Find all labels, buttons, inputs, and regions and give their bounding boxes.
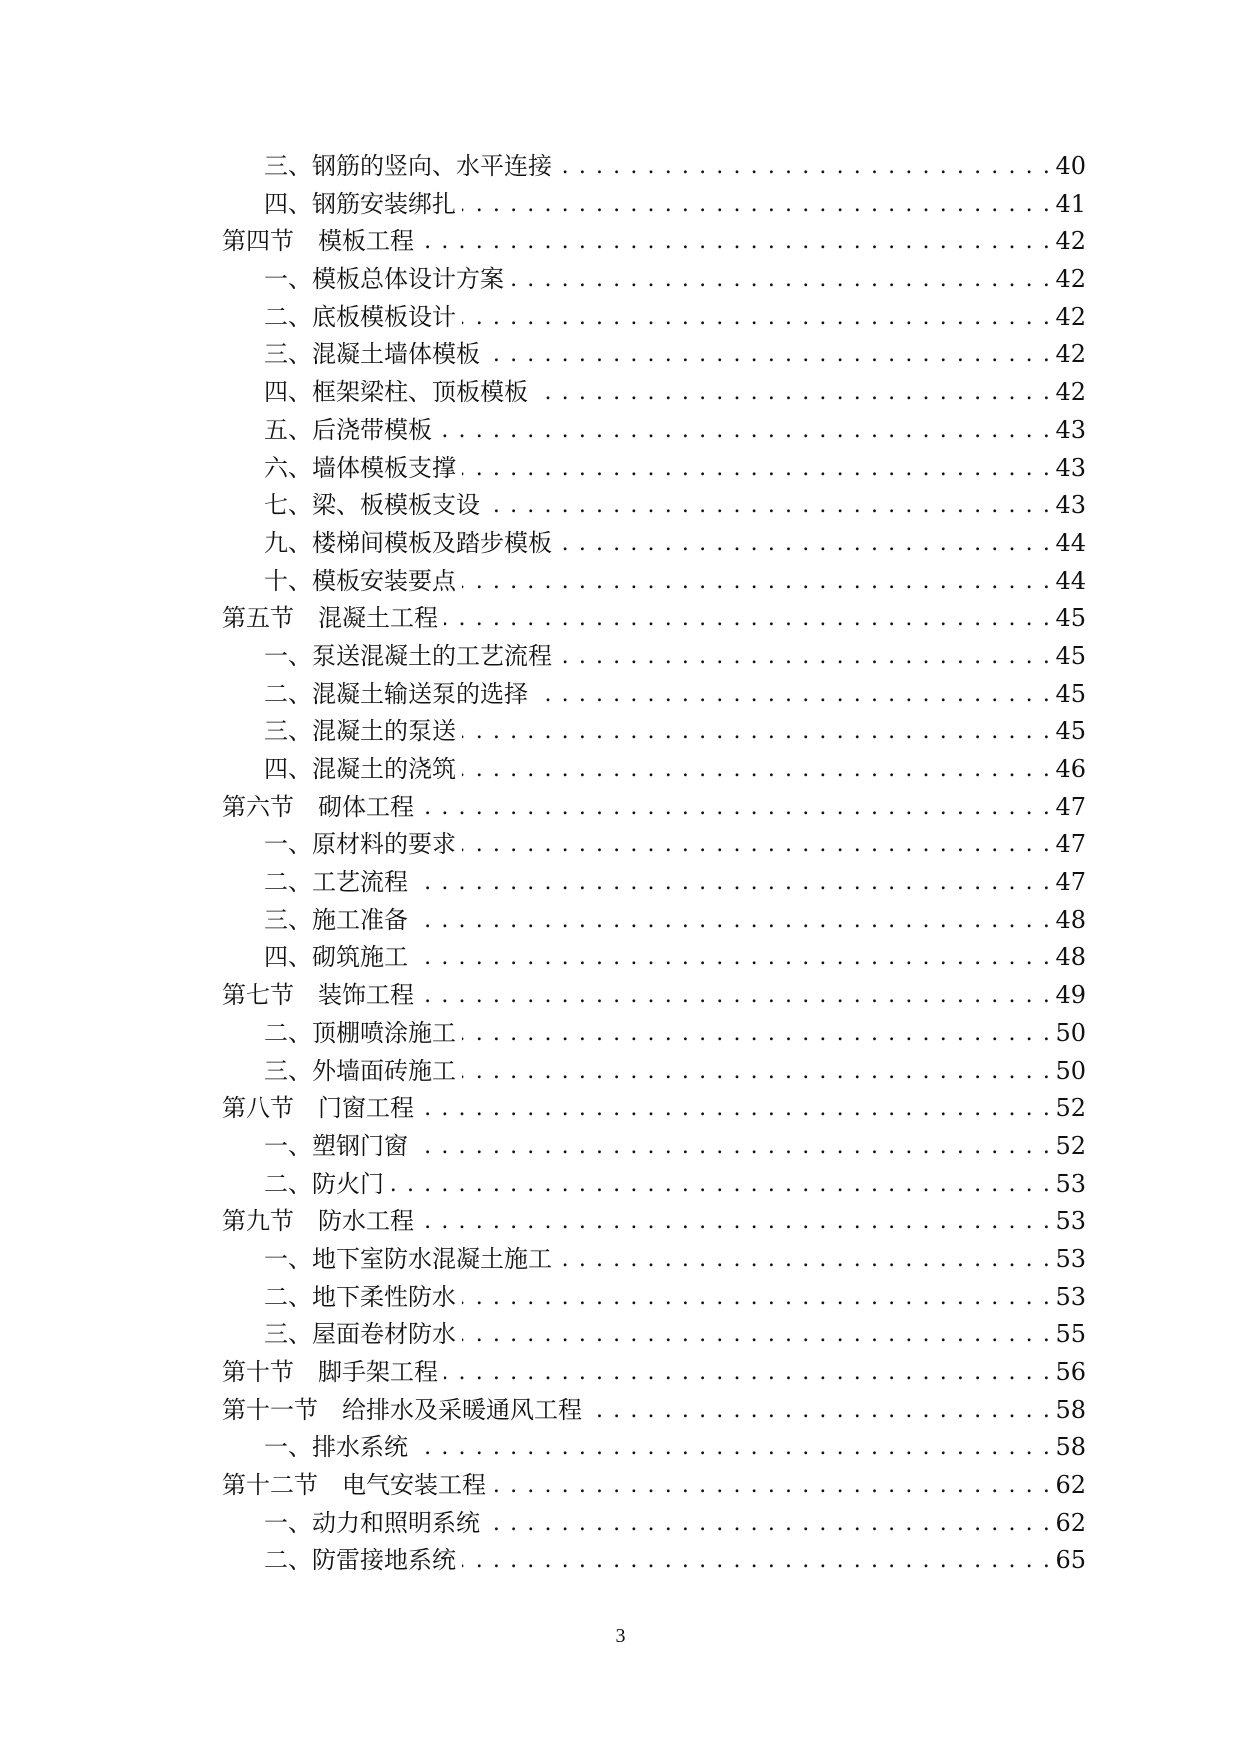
- toc-dot-leader: [558, 148, 1051, 186]
- toc-dot-leader: [420, 1090, 1051, 1128]
- toc-entry-label: 一、动力和照明系统: [264, 1508, 480, 1537]
- toc-subsection-entry[interactable]: [222, 525, 1086, 563]
- toc-entry-label: 六、墙体模板支撑: [264, 453, 456, 482]
- toc-subsection-entry[interactable]: [222, 1241, 1086, 1279]
- toc-entry-label: 二、混凝土输送泵的选择: [264, 679, 528, 708]
- toc-entry-page: 48: [1055, 905, 1086, 934]
- toc-dot-leader: [588, 1392, 1051, 1430]
- toc-subsection-entry[interactable]: [222, 902, 1086, 940]
- toc-section-entry[interactable]: [222, 1090, 1086, 1128]
- toc-entry-label: 三、混凝土墙体模板: [264, 340, 480, 369]
- toc-section-entry[interactable]: [222, 1467, 1086, 1505]
- toc-entry-label: 一、模板总体设计方案: [264, 265, 504, 294]
- toc-entry-page: 53: [1055, 1244, 1086, 1273]
- toc-entry-page: 50: [1055, 1056, 1086, 1085]
- toc-section-entry[interactable]: [222, 1354, 1086, 1392]
- table-of-contents: [222, 148, 1086, 1580]
- toc-dot-leader: [420, 977, 1051, 1015]
- toc-subsection-entry[interactable]: [222, 186, 1086, 224]
- toc-entry-page: 65: [1055, 1546, 1086, 1575]
- toc-subsection-entry[interactable]: [222, 864, 1086, 902]
- toc-entry-page: 40: [1055, 152, 1086, 180]
- toc-subsection-entry[interactable]: [222, 1505, 1086, 1543]
- toc-entry-label: 第六节 砌体工程: [222, 792, 414, 821]
- toc-entry-page: 44: [1055, 566, 1086, 595]
- toc-subsection-entry[interactable]: [222, 412, 1086, 450]
- toc-subsection-entry[interactable]: [222, 374, 1086, 412]
- toc-dot-leader: [462, 1316, 1051, 1354]
- toc-entry-page: 55: [1055, 1320, 1086, 1349]
- toc-entry-label: 二、底板模板设计: [264, 302, 456, 331]
- toc-entry-label: 第十一节 给排水及采暖通风工程: [222, 1395, 582, 1424]
- toc-subsection-entry[interactable]: [222, 1542, 1086, 1580]
- toc-dot-leader: [462, 826, 1051, 864]
- toc-entry-page: 62: [1055, 1508, 1086, 1537]
- toc-subsection-entry[interactable]: [222, 826, 1086, 864]
- toc-subsection-entry[interactable]: [222, 450, 1086, 488]
- toc-entry-label: 三、外墙面砖施工: [264, 1056, 456, 1085]
- toc-dot-leader: [420, 789, 1051, 827]
- toc-dot-leader: [438, 412, 1051, 450]
- toc-dot-leader: [414, 1128, 1051, 1166]
- toc-entry-page: 42: [1055, 302, 1086, 331]
- toc-section-entry[interactable]: [222, 789, 1086, 827]
- toc-dot-leader: [414, 939, 1051, 977]
- toc-dot-leader: [462, 1279, 1051, 1317]
- toc-subsection-entry[interactable]: [222, 1316, 1086, 1354]
- toc-section-entry[interactable]: [222, 1392, 1086, 1430]
- toc-entry-page: 42: [1055, 227, 1086, 256]
- toc-entry-page: 48: [1055, 943, 1086, 972]
- toc-entry-page: 56: [1055, 1358, 1086, 1386]
- toc-dot-leader: [534, 676, 1051, 714]
- toc-entry-label: 三、施工准备: [264, 905, 408, 934]
- toc-entry-label: 一、地下室防水混凝土施工: [264, 1244, 552, 1273]
- toc-dot-leader: [462, 186, 1051, 224]
- toc-entry-page: 42: [1055, 378, 1086, 407]
- toc-dot-leader: [414, 902, 1051, 940]
- toc-entry-label: 四、钢筋安装绑扎: [264, 189, 456, 218]
- toc-subsection-entry[interactable]: [222, 1279, 1086, 1317]
- toc-dot-leader: [420, 223, 1051, 261]
- toc-entry-label: 第五节 混凝土工程: [222, 604, 438, 633]
- toc-entry-label: 五、后浇带模板: [264, 415, 432, 444]
- toc-subsection-entry[interactable]: [222, 1015, 1086, 1053]
- toc-entry-label: 七、梁、板模板支设: [264, 491, 480, 520]
- toc-dot-leader: [510, 261, 1051, 299]
- toc-section-entry[interactable]: [222, 977, 1086, 1015]
- toc-entry-page: 52: [1055, 1094, 1086, 1123]
- toc-entry-label: 第四节 模板工程: [222, 227, 414, 256]
- toc-entry-page: 53: [1055, 1282, 1086, 1311]
- toc-entry-label: 第十二节 电气安装工程: [222, 1471, 486, 1500]
- toc-dot-leader: [558, 525, 1051, 563]
- toc-dot-leader: [462, 1053, 1051, 1091]
- toc-dot-leader: [444, 600, 1051, 638]
- toc-entry-page: 42: [1055, 340, 1086, 369]
- toc-entry-label: 二、防雷接地系统: [264, 1546, 456, 1575]
- toc-dot-leader: [534, 374, 1051, 412]
- toc-entry-label: 三、混凝土的泵送: [264, 717, 456, 746]
- toc-dot-leader: [462, 751, 1051, 789]
- toc-section-entry[interactable]: [222, 600, 1086, 638]
- toc-subsection-entry[interactable]: [222, 487, 1086, 525]
- toc-entry-label: 三、屋面卷材防水: [264, 1320, 456, 1349]
- toc-entry-page: 49: [1055, 981, 1086, 1010]
- toc-entry-page: 58: [1055, 1395, 1086, 1424]
- toc-dot-leader: [414, 1429, 1051, 1467]
- toc-entry-page: 47: [1055, 868, 1086, 897]
- toc-entry-label: 四、砌筑施工: [264, 943, 408, 972]
- toc-dot-leader: [390, 1166, 1051, 1204]
- toc-entry-label: 二、工艺流程: [264, 868, 408, 897]
- toc-entry-page: 58: [1055, 1433, 1086, 1462]
- toc-section-entry[interactable]: [222, 223, 1086, 261]
- toc-entry-page: 46: [1055, 755, 1086, 783]
- toc-subsection-entry[interactable]: [222, 336, 1086, 374]
- toc-entry-page: 45: [1055, 679, 1086, 708]
- toc-subsection-entry[interactable]: [222, 1429, 1086, 1467]
- toc-dot-leader: [492, 1467, 1051, 1505]
- toc-section-entry[interactable]: [222, 1203, 1086, 1241]
- toc-dot-leader: [486, 487, 1051, 525]
- toc-entry-label: 第八节 门窗工程: [222, 1094, 414, 1123]
- toc-entry-label: 四、框架梁柱、顶板模板: [264, 378, 528, 407]
- toc-entry-page: 44: [1055, 528, 1086, 557]
- toc-subsection-entry[interactable]: [222, 148, 1086, 186]
- toc-entry-label: 第七节 装饰工程: [222, 981, 414, 1010]
- toc-entry-page: 43: [1055, 415, 1086, 444]
- toc-entry-label: 一、塑钢门窗: [264, 1131, 408, 1160]
- toc-entry-label: 一、排水系统: [264, 1433, 408, 1462]
- toc-dot-leader: [414, 864, 1051, 902]
- toc-entry-label: 二、地下柔性防水: [264, 1282, 456, 1311]
- toc-dot-leader: [462, 299, 1051, 337]
- toc-dot-leader: [462, 1015, 1051, 1053]
- toc-entry-label: 三、钢筋的竖向、水平连接: [264, 152, 552, 180]
- toc-dot-leader: [462, 1542, 1051, 1580]
- toc-subsection-entry[interactable]: [222, 713, 1086, 751]
- toc-subsection-entry[interactable]: [222, 1128, 1086, 1166]
- toc-subsection-entry[interactable]: [222, 299, 1086, 337]
- toc-entry-label: 十、模板安装要点: [264, 566, 456, 595]
- toc-entry-page: 50: [1055, 1018, 1086, 1047]
- toc-entry-page: 42: [1055, 265, 1086, 294]
- toc-entry-label: 九、楼梯间模板及踏步模板: [264, 528, 552, 557]
- toc-subsection-entry[interactable]: [222, 1166, 1086, 1204]
- toc-dot-leader: [558, 638, 1051, 676]
- toc-entry-label: 二、顶棚喷涂施工: [264, 1018, 456, 1047]
- toc-subsection-entry[interactable]: [222, 638, 1086, 676]
- toc-dot-leader: [420, 1203, 1051, 1241]
- toc-entry-page: 47: [1055, 830, 1086, 859]
- toc-subsection-entry[interactable]: [222, 751, 1086, 789]
- toc-entry-page: 62: [1055, 1471, 1086, 1500]
- toc-dot-leader: [444, 1354, 1051, 1392]
- toc-subsection-entry[interactable]: [222, 1053, 1086, 1091]
- toc-entry-page: 41: [1055, 189, 1086, 218]
- toc-entry-label: 第九节 防水工程: [222, 1207, 414, 1236]
- toc-entry-page: 45: [1055, 717, 1086, 746]
- toc-dot-leader: [462, 713, 1051, 751]
- toc-entry-label: 一、泵送混凝土的工艺流程: [264, 641, 552, 670]
- toc-entry-label: 四、混凝土的浇筑: [264, 755, 456, 783]
- toc-subsection-entry[interactable]: [222, 563, 1086, 601]
- toc-entry-page: 53: [1055, 1169, 1086, 1198]
- toc-entry-page: 45: [1055, 604, 1086, 633]
- toc-entry-label: 二、防火门: [264, 1169, 384, 1198]
- toc-entry-page: 47: [1055, 792, 1086, 821]
- toc-entry-page: 45: [1055, 641, 1086, 670]
- toc-dot-leader: [558, 1241, 1051, 1279]
- toc-dot-leader: [462, 450, 1051, 488]
- toc-entry-page: 43: [1055, 453, 1086, 482]
- toc-entry-label: 第十节 脚手架工程: [222, 1358, 438, 1386]
- toc-entry-page: 43: [1055, 491, 1086, 520]
- toc-dot-leader: [486, 336, 1051, 374]
- toc-subsection-entry[interactable]: [222, 261, 1086, 299]
- toc-subsection-entry[interactable]: [222, 676, 1086, 714]
- toc-entry-page: 53: [1055, 1207, 1086, 1236]
- page-number: 3: [615, 1625, 626, 1647]
- toc-dot-leader: [462, 563, 1051, 601]
- toc-entry-label: 一、原材料的要求: [264, 830, 456, 859]
- toc-entry-page: 52: [1055, 1131, 1086, 1160]
- toc-subsection-entry[interactable]: [222, 939, 1086, 977]
- toc-dot-leader: [486, 1505, 1051, 1543]
